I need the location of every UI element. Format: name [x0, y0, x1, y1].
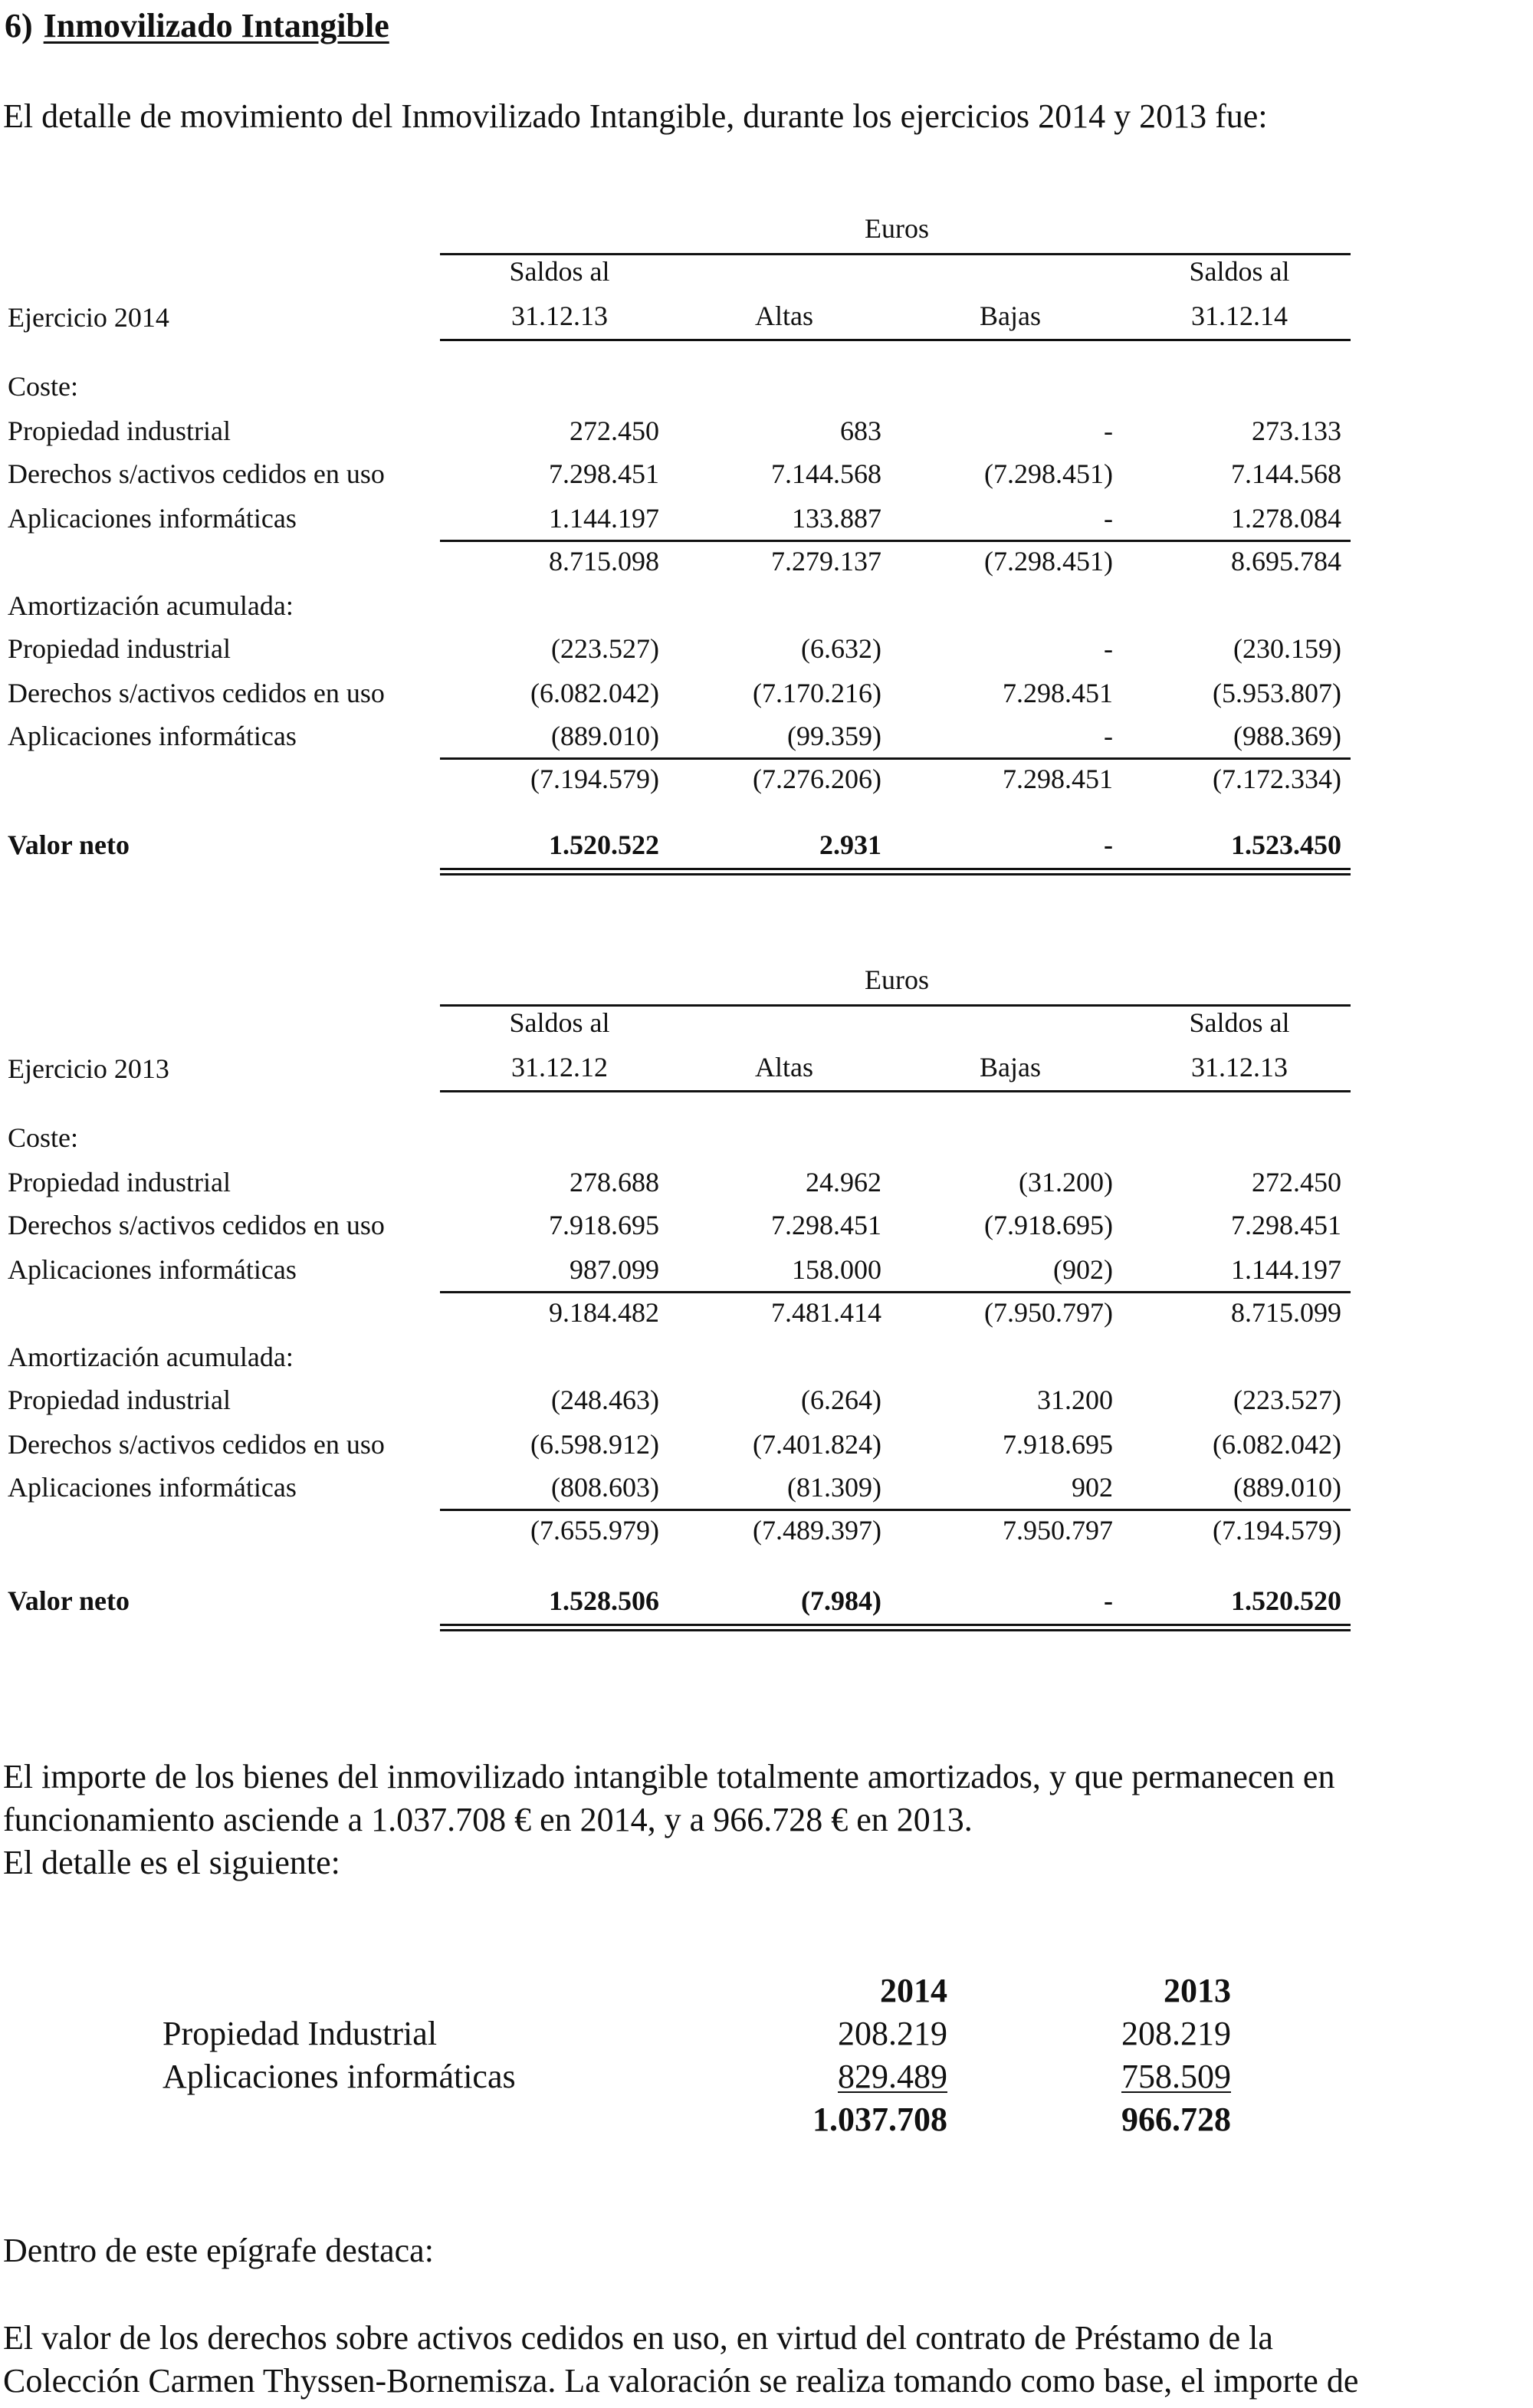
year-header: 2014 [880, 1972, 947, 2009]
cost-row-value: 273.133 [1252, 416, 1341, 446]
amort-row-value: 31.200 [1037, 1385, 1113, 1415]
col-additions: Altas [755, 1052, 813, 1082]
net-value: 1.528.506 [549, 1585, 659, 1616]
header-rule [440, 253, 1351, 255]
detail-total: 1.037.708 [812, 2101, 947, 2138]
cost-row-label: Derechos s/activos cedidos en uso [8, 1210, 385, 1240]
net-value-label: Valor neto [8, 1585, 130, 1616]
amort-row-value: - [1104, 633, 1113, 664]
col-opening-date: 31.12.13 [511, 301, 608, 331]
net-value: 1.520.522 [549, 829, 659, 860]
amort-row-value: (6.598.912) [530, 1429, 659, 1460]
net-value: 2.931 [819, 829, 881, 860]
net-value: (7.984) [801, 1585, 881, 1616]
cost-row-value: - [1104, 503, 1113, 534]
col-opening-top: Saldos al [509, 1007, 610, 1038]
cost-row-value: 272.450 [1252, 1167, 1341, 1197]
amort-row-value: - [1104, 721, 1113, 751]
closing-intro: Dentro de este epígrafe destaca: [3, 2232, 434, 2269]
cost-row-value: 683 [840, 416, 881, 446]
col-additions: Altas [755, 301, 813, 331]
detail-row-label: Propiedad Industrial [162, 2015, 438, 2052]
subtotal-rule [440, 540, 1351, 542]
cost-total-value: 9.184.482 [549, 1297, 659, 1328]
col-closing-top: Saldos al [1189, 256, 1290, 287]
amort-row-label: Derechos s/activos cedidos en uso [8, 1429, 385, 1460]
amort-total-value: (7.172.334) [1213, 764, 1341, 794]
cost-row-label: Derechos s/activos cedidos en uso [8, 458, 385, 489]
net-value: 1.523.450 [1231, 829, 1341, 860]
amort-row-label: Propiedad industrial [8, 1385, 231, 1415]
cost-row-value: 24.962 [806, 1167, 881, 1197]
cost-row-label: Aplicaciones informáticas [8, 503, 297, 534]
detail-row-value [1050, 2058, 1231, 2096]
double-rule [440, 868, 1351, 870]
net-value-label: Valor neto [8, 829, 130, 860]
net-value: - [1104, 829, 1113, 860]
currency-label: Euros [865, 213, 929, 244]
amort-total-value: (7.276.206) [753, 764, 881, 794]
cost-row-value: (7.918.695) [984, 1210, 1113, 1240]
cost-row-value: 7.298.451 [1231, 1210, 1341, 1240]
cost-row-value: 7.298.451 [771, 1210, 881, 1240]
movement-table-2014 [0, 207, 1364, 897]
amort-row-value: 7.918.695 [1003, 1429, 1113, 1460]
amort-row-value: (81.309) [787, 1472, 881, 1503]
amort-row-value: (5.953.807) [1213, 678, 1341, 708]
amort-row-label: Aplicaciones informáticas [8, 1472, 297, 1503]
cost-row-value: (31.200) [1019, 1167, 1113, 1197]
cost-row-value: 7.144.568 [1231, 458, 1341, 489]
amort-row-value: (808.603) [551, 1472, 659, 1503]
col-disposals: Bajas [980, 1052, 1041, 1082]
detail-row-value: 208.219 [838, 2015, 947, 2052]
movement-table-2013 [0, 958, 1364, 1648]
amort-total-value: 7.950.797 [1003, 1515, 1113, 1546]
cost-row-label: Propiedad industrial [8, 416, 231, 446]
cost-total-value: 7.481.414 [771, 1297, 881, 1328]
year-label: Ejercicio 2014 [8, 302, 169, 333]
amort-row-value: (6.632) [801, 633, 881, 664]
cost-row-value: 133.887 [792, 503, 881, 534]
cost-row-value: - [1104, 416, 1113, 446]
cost-row-value: 987.099 [570, 1254, 659, 1285]
cost-row-value: 1.144.197 [1231, 1254, 1341, 1285]
col-closing-date: 31.12.14 [1191, 301, 1288, 331]
amort-total-value: (7.655.979) [530, 1515, 659, 1546]
closing-text-line: Colección Carmen Thyssen-Bornemisza. La valoración se realiza tomando como base, el importe de [3, 2362, 1359, 2400]
cost-total-value: (7.298.451) [984, 546, 1113, 577]
double-rule [440, 1624, 1351, 1626]
cost-row-value: 272.450 [570, 416, 659, 446]
header-bottom-rule [440, 339, 1351, 341]
amort-total-value: (7.194.579) [530, 764, 659, 794]
detail-row-value-underlined: 758.509 [1121, 2058, 1231, 2095]
closing-text-line: El valor de los derechos sobre activos cedidos en uso, en virtud del contrato de Préstamo de la [3, 2319, 1273, 2357]
cost-row-value: 1.278.084 [1231, 503, 1341, 534]
net-value: - [1104, 1585, 1113, 1616]
cost-row-value: 7.298.451 [549, 458, 659, 489]
amort-row-value: (6.082.042) [530, 678, 659, 708]
amort-row-value: (889.010) [551, 721, 659, 751]
amort-row-value: (99.359) [787, 721, 881, 751]
amort-row-label: Derechos s/activos cedidos en uso [8, 678, 385, 708]
detail-row-value-underlined: 829.489 [838, 2058, 947, 2095]
col-opening-date: 31.12.12 [511, 1052, 608, 1082]
amort-row-value: (223.527) [1233, 1385, 1341, 1415]
net-value: 1.520.520 [1231, 1585, 1341, 1616]
amortized-text-line: El importe de los bienes del inmovilizado intangible totalmente amortizados, y que permanecen en [3, 1758, 1335, 1795]
amort-row-value: (7.401.824) [753, 1429, 881, 1460]
header-rule [440, 1004, 1351, 1007]
amort-row-value: (889.010) [1233, 1472, 1341, 1503]
year-header: 2013 [1164, 1972, 1231, 2009]
section-title: Inmovilizado Intangible [43, 7, 389, 44]
col-closing-top: Saldos al [1189, 1007, 1290, 1038]
amortized-detail-table [0, 1963, 1380, 2162]
cost-total-value: 8.715.099 [1231, 1297, 1341, 1328]
cost-total-value: 7.279.137 [771, 546, 881, 577]
cost-row-value: (7.298.451) [984, 458, 1113, 489]
amort-row-value: (223.527) [551, 633, 659, 664]
cost-row-value: (902) [1053, 1254, 1113, 1285]
detail-row-value: 208.219 [1121, 2015, 1231, 2052]
year-label: Ejercicio 2013 [8, 1053, 169, 1084]
amortization-label: Amortización acumulada: [8, 1342, 294, 1372]
cost-row-value: 1.144.197 [549, 503, 659, 534]
section-number: 6) [5, 7, 33, 44]
detail-total: 966.728 [1121, 2101, 1231, 2138]
cost-total-value: (7.950.797) [984, 1297, 1113, 1328]
amort-total-value: (7.194.579) [1213, 1515, 1341, 1546]
amort-row-value: 7.298.451 [1003, 678, 1113, 708]
col-closing-date: 31.12.13 [1191, 1052, 1288, 1082]
cost-total-value: 8.695.784 [1231, 546, 1341, 577]
col-opening-top: Saldos al [509, 256, 610, 287]
amortized-text-line: El detalle es el siguiente: [3, 1844, 340, 1881]
intro-paragraph: El detalle de movimiento del Inmovilizado Intangible, durante los ejercicios 2014 y 2013 fue: [3, 97, 1268, 135]
amort-row-value: 902 [1072, 1472, 1113, 1503]
cost-row-label: Aplicaciones informáticas [8, 1254, 297, 1285]
subtotal-rule [440, 1509, 1351, 1511]
currency-label: Euros [865, 964, 929, 995]
cost-row-value: 7.144.568 [771, 458, 881, 489]
amort-total-value: (7.489.397) [753, 1515, 881, 1546]
cost-label: Coste: [8, 1122, 79, 1153]
col-disposals: Bajas [980, 301, 1041, 331]
cost-row-label: Propiedad industrial [8, 1167, 231, 1197]
amort-row-value: (230.159) [1233, 633, 1341, 664]
detail-row-value [766, 2058, 947, 2096]
amort-row-value: (7.170.216) [753, 678, 881, 708]
amort-row-label: Propiedad industrial [8, 633, 231, 664]
cost-row-value: 158.000 [792, 1254, 881, 1285]
amortized-text-line: funcionamiento asciende a 1.037.708 € en 2014, y a 966.728 € en 2013. [3, 1801, 973, 1838]
cost-total-value: 8.715.098 [549, 546, 659, 577]
header-bottom-rule [440, 1090, 1351, 1092]
cost-label: Coste: [8, 371, 79, 402]
section-heading [5, 6, 389, 45]
cost-row-value: 7.918.695 [549, 1210, 659, 1240]
subtotal-rule [440, 1291, 1351, 1293]
detail-row-label: Aplicaciones informáticas [162, 2058, 516, 2095]
amort-row-label: Aplicaciones informáticas [8, 721, 297, 751]
amort-row-value: (248.463) [551, 1385, 659, 1415]
amort-row-value: (988.369) [1233, 721, 1341, 751]
amort-row-value: (6.082.042) [1213, 1429, 1341, 1460]
cost-row-value: 278.688 [570, 1167, 659, 1197]
amort-row-value: (6.264) [801, 1385, 881, 1415]
subtotal-rule [440, 757, 1351, 760]
amort-total-value: 7.298.451 [1003, 764, 1113, 794]
amortization-label: Amortización acumulada: [8, 590, 294, 621]
